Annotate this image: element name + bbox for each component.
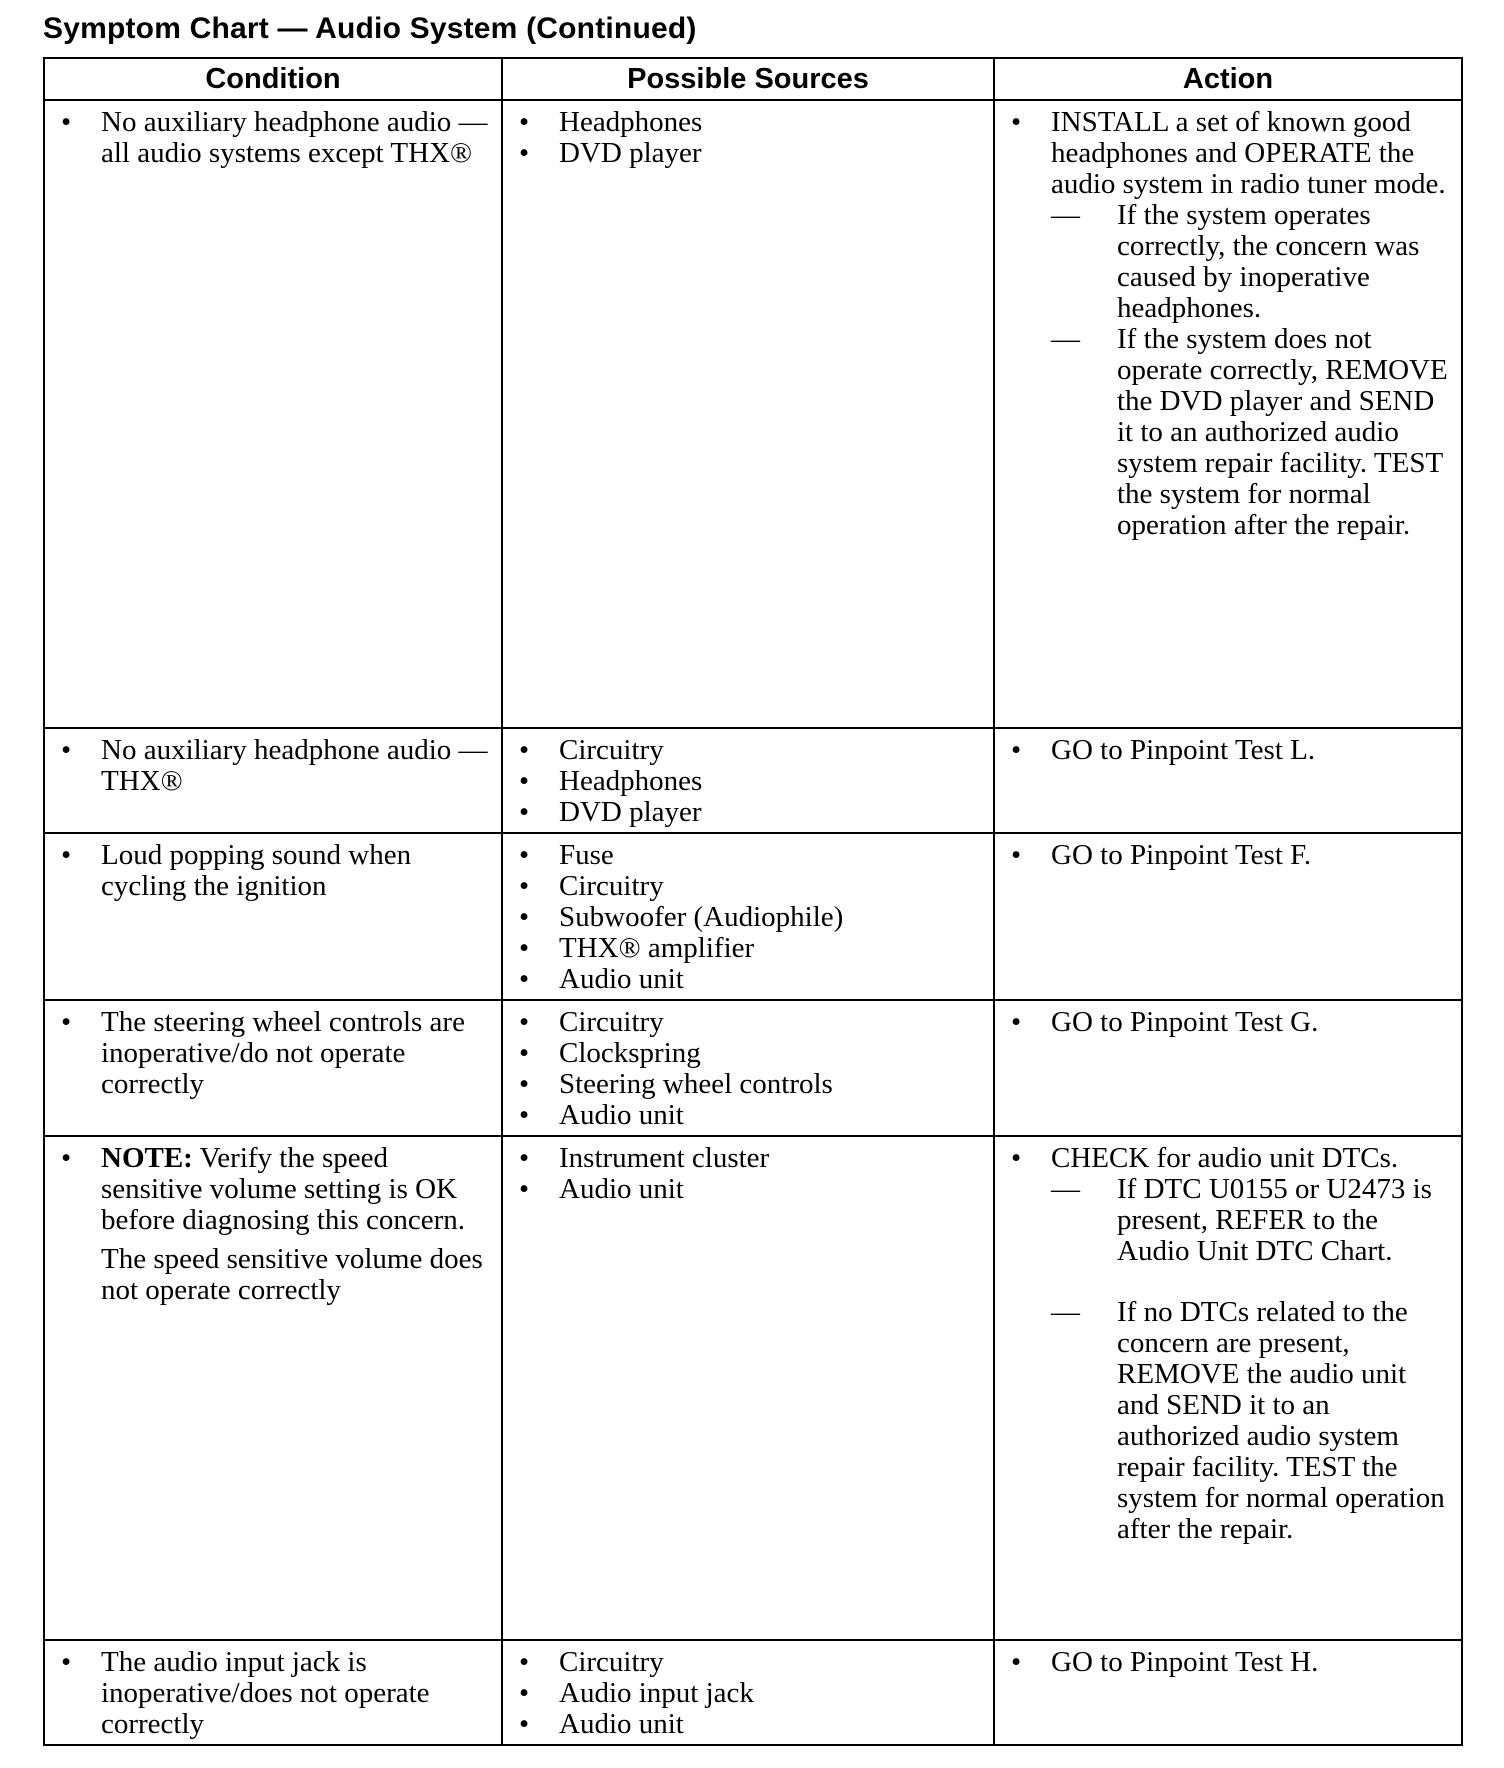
condition-item: • No auxiliary headphone audio — THX®: [57, 735, 491, 797]
source-item: • Audio input jack: [515, 1678, 983, 1709]
action-text: INSTALL a set of known good headphones and OPERATE the audio system in radio tuner mode.: [1051, 106, 1446, 200]
header-condition: Condition: [44, 58, 502, 100]
sources-cell: [502, 1000, 994, 1136]
condition-item: • The steering wheel controls are inoperative/do not operate correctly: [57, 1007, 491, 1100]
source-item: • Circuitry: [515, 735, 983, 766]
source-item: • Clockspring: [515, 1038, 983, 1069]
source-item: • Circuitry: [515, 1647, 983, 1678]
dash-marker: —: [1051, 199, 1080, 231]
condition-cell: [44, 1136, 502, 1640]
table-row: [44, 1136, 1462, 1640]
source-item: • Fuse: [515, 840, 983, 871]
action-cell: [994, 100, 1462, 728]
sources-cell: [502, 1136, 994, 1640]
condition-text: The speed sensitive volume does not operate correctly: [101, 1243, 483, 1306]
header-action: Action: [994, 58, 1462, 100]
sources-cell: [502, 728, 994, 833]
condition-item: [57, 1143, 491, 1306]
condition-item: • No auxiliary headphone audio — all audio systems except THX®: [57, 107, 491, 169]
symptom-chart-table: [43, 57, 1463, 1746]
source-item: • Instrument cluster: [515, 1143, 983, 1174]
action-item: • GO to Pinpoint Test F.: [1007, 840, 1451, 871]
sub-action-item: [1051, 324, 1451, 541]
source-item: • Audio unit: [515, 1709, 983, 1740]
condition-cell: [44, 1000, 502, 1136]
source-item: • Circuitry: [515, 871, 983, 902]
action-text: CHECK for audio unit DTCs.: [1051, 1142, 1399, 1174]
condition-cell: [44, 728, 502, 833]
dash-marker: —: [1051, 323, 1080, 355]
table-header-row: [44, 58, 1462, 100]
action-item: [1007, 1143, 1451, 1545]
table-row: [44, 728, 1462, 833]
source-item: • THX® amplifier: [515, 933, 983, 964]
condition-cell: [44, 833, 502, 1000]
sub-action-text: If no DTCs related to the concern are present, REMOVE the audio unit and SEND it to an authorized audio system repair facility. TEST the system for normal operation after the repair.: [1117, 1296, 1445, 1545]
condition-item: • The audio input jack is inoperative/does not operate correctly: [57, 1647, 491, 1740]
action-cell: [994, 1000, 1462, 1136]
sub-action-item: [1051, 200, 1451, 324]
condition-cell: [44, 100, 502, 728]
table-row: [44, 833, 1462, 1000]
sub-action-item: [1051, 1297, 1451, 1545]
action-cell: [994, 1136, 1462, 1640]
sub-action-text: If the system operates correctly, the concern was caused by inoperative headphones.: [1117, 199, 1420, 324]
page-title: Symptom Chart — Audio System (Continued): [43, 12, 697, 45]
source-item: • Circuitry: [515, 1007, 983, 1038]
sub-action-text: If the system does not operate correctly, REMOVE the DVD player and SEND it to an authorized audio system repair facility. TEST the system for normal operation after the repair.: [1117, 323, 1448, 541]
action-item: • GO to Pinpoint Test G.: [1007, 1007, 1451, 1038]
source-item: • Steering wheel controls: [515, 1069, 983, 1100]
action-item: • GO to Pinpoint Test H.: [1007, 1647, 1451, 1678]
note-label: NOTE:: [101, 1142, 193, 1174]
sub-action-item: [1051, 1174, 1451, 1267]
dash-marker: —: [1051, 1296, 1080, 1328]
source-item: • Subwoofer (Audiophile): [515, 902, 983, 933]
table-row: [44, 1000, 1462, 1136]
action-cell: [994, 728, 1462, 833]
action-cell: [994, 833, 1462, 1000]
table-row: [44, 100, 1462, 728]
sources-cell: [502, 1640, 994, 1745]
source-item: • Headphones: [515, 766, 983, 797]
source-item: • Audio unit: [515, 1174, 983, 1205]
action-cell: [994, 1640, 1462, 1745]
source-item: • Audio unit: [515, 964, 983, 995]
sub-action-text: If DTC U0155 or U2473 is present, REFER to the Audio Unit DTC Chart.: [1117, 1173, 1432, 1267]
sources-cell: [502, 100, 994, 728]
action-item: • GO to Pinpoint Test L.: [1007, 735, 1451, 766]
source-item: • DVD player: [515, 797, 983, 828]
source-item: • Headphones: [515, 107, 983, 138]
header-possible-sources: Possible Sources: [502, 58, 994, 100]
note-text: Verify the speed sensitive volume setting is OK before diagnosing this concern.: [101, 1142, 466, 1236]
dash-marker: —: [1051, 1173, 1080, 1205]
sources-cell: [502, 833, 994, 1000]
action-item: [1007, 107, 1451, 541]
table-row: [44, 1640, 1462, 1745]
condition-cell: [44, 1640, 502, 1745]
source-item: • DVD player: [515, 138, 983, 169]
source-item: • Audio unit: [515, 1100, 983, 1131]
condition-item: • Loud popping sound when cycling the ignition: [57, 840, 491, 902]
